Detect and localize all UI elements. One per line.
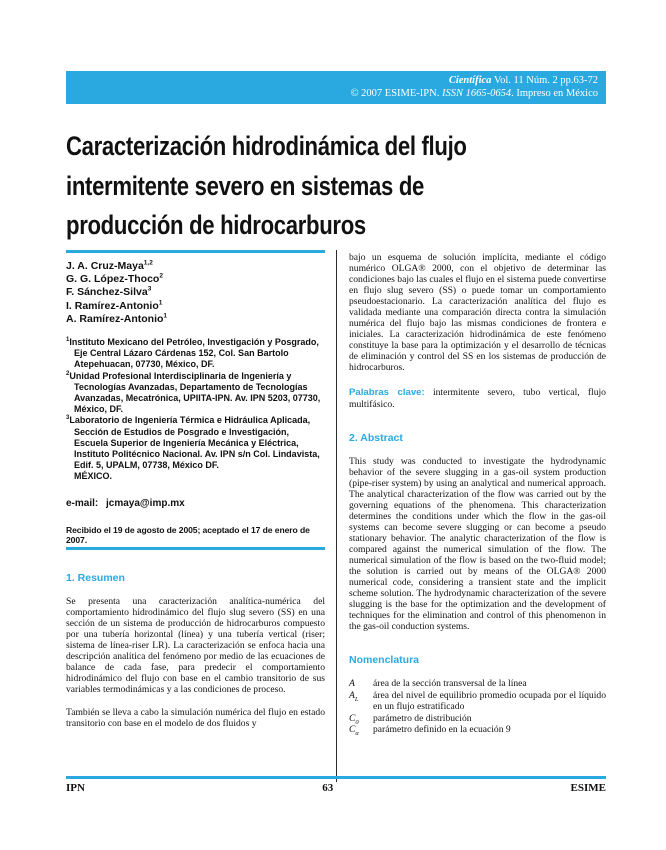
keywords-label: Palabras clave: xyxy=(349,387,425,398)
section-heading-nomenclatura: Nomenclatura xyxy=(349,654,420,666)
email-address: jcmaya@imp.mx xyxy=(106,497,185,509)
email-row xyxy=(66,498,325,509)
author-name: J. A. Cruz-Maya$^{1,2}$ xyxy=(66,259,153,272)
issue-info: Vol. 11 Núm. 2 pp.63-72 xyxy=(491,75,598,86)
page-footer xyxy=(66,776,606,794)
nomenclature-item xyxy=(349,713,606,725)
affiliation-item: $^3$Laboratorio de Ingeniería Térmica e Hidráulica Aplicada, Sección de Estudios de Posgrado e Investigación, Escuela Superior de Ingeniería Mecánica y Eléctrica, Instituto Politécnico Nacional. Av. IPN s/n Col. Lindavista, Edif. 5, UPALM, 07738, México DF. xyxy=(66,415,320,471)
article-title-line-1: Caracterización hidrodinámica del flujo xyxy=(66,131,467,161)
nomenclature-symbol: A xyxy=(349,678,355,689)
received-bottom-rule xyxy=(66,547,325,550)
journal-header-bar xyxy=(66,71,606,104)
article-title-line-3: producción de hidrocarburos xyxy=(66,210,366,240)
nomenclature-symbol: $C_\alpha$ xyxy=(349,724,359,737)
keywords-text: intermitente severo, tubo vertical, flujo multifásico. xyxy=(349,387,606,410)
left-column xyxy=(66,250,336,782)
nomenclature-item xyxy=(349,678,606,690)
resumen-paragraph-2: También se lleva a cabo la simulación numérica del flujo en estado transitorio con base en el modelo de dos fluidos y xyxy=(66,706,325,729)
right-column xyxy=(336,250,606,782)
author-name: I. Ramírez-Antonio$^1$ xyxy=(66,299,163,312)
email-label: e-mail: xyxy=(66,497,99,509)
footer-row xyxy=(66,782,606,794)
article-title xyxy=(66,127,606,246)
journal-copyright-line xyxy=(74,87,598,100)
issn-number: ISSN 1665-0654 xyxy=(441,88,512,99)
imprint-text: . Impreso en México xyxy=(511,88,598,99)
nomenclature-definition: parámetro definido en la ecuación 9 xyxy=(373,724,511,735)
nomenclature-definition: área de la sección transversal de la línea xyxy=(373,678,527,689)
footer-rule xyxy=(66,776,606,779)
authors-top-rule xyxy=(66,250,325,253)
author-name: A. Ramírez-Antonio$^1$ xyxy=(66,312,168,325)
nomenclature-symbol: $C_0$ xyxy=(349,712,359,726)
nomenclature-definition: área del nivel de equilibrio promedio ocupada por el líquido en un flujo estratificado xyxy=(373,689,606,712)
footer-institution-left: IPN xyxy=(66,782,85,794)
journal-name: Científica xyxy=(448,75,492,86)
keywords-line xyxy=(349,387,606,410)
received-accepted-dates: Recibido el 19 de agosto de 2005; aceptado el 17 de enero de 2007. xyxy=(66,524,310,545)
affiliation-item: $^2$Unidad Profesional Interdisciplinaria de Ingeniería y Tecnologías Avanzadas, Departamento de Tecnologías Avanzadas, Mecatrónica, UPIITA-IPN. Av. IPN 5203, 07730, México, DF. xyxy=(66,370,321,415)
page-content xyxy=(66,0,606,782)
affiliation-item: $^1$Instituto Mexicano del Petróleo, Investigación y Posgrado, Eje Central Lázaro Cárdenas 152, Col. San Bartolo Atepehuacan, 07730, México, DF. xyxy=(66,337,319,370)
affiliations-list xyxy=(66,337,325,471)
resumen-continuation-paragraph: bajo un esquema de solución implícita, mediante el código numérico OLGA® 2000, con el objetivo de determinar las condiciones bajo las cuales el flujo en el sistema puede convertirse en flujo slug severo (SS) o puede tomar un comportamiento pseudoestacionario. La caracterización analítica del flujo es validada mediante una comparación directa contra la simulación numérica del flujo bajo las mismas condiciones de frontera e iniciales. La caracterización hidrodinámica de este fenómeno constituye la base para la optimización y el desarrollo de técnicas de eliminación y control del SS en los sistemas de producción de hidrocarburos. xyxy=(349,252,606,373)
nomenclature-definition: parámetro de distribución xyxy=(373,712,472,724)
section-heading-abstract: 2. Abstract xyxy=(349,432,403,444)
authors-list xyxy=(66,260,325,326)
section-heading-resumen: 1. Resumen xyxy=(66,571,125,584)
nomenclature-item xyxy=(349,690,606,713)
article-title-line-2: intermitente severo en sistemas de xyxy=(66,170,425,201)
nomenclature-symbol: $A_L$ xyxy=(349,689,359,703)
journal-issue-line xyxy=(74,74,598,87)
country-label: MÉXICO. xyxy=(74,471,113,482)
footer-institution-right: ESIME xyxy=(570,782,606,794)
footer-page-number: 63 xyxy=(322,782,334,794)
two-column-body xyxy=(66,250,606,782)
author-name: G. G. López-Thoco$^2$ xyxy=(66,272,163,286)
author-name: F. Sánchez-Silva$^3$ xyxy=(66,285,152,299)
resumen-paragraph-1: Se presenta una caracterización analítica-numérica del comportamiento hidrodinámico del flujo slug severo (SS) en una sección de un sistema de producción de hidrocarburos compuesto por una tubería horizontal (línea) y una tubería vertical (riser; sistema de línea-riser LR). La caracterización se enfoca hacia una descripción analítica del fenómeno por medio de las ecuaciones de balance de cada fase, para predecir el comportamiento hidrodinámico del flujo con base en el cambio transitorio de sus variables termodinámicas y a las condiciones de proceso. xyxy=(66,595,325,695)
nomenclature-list xyxy=(349,678,606,736)
nomenclature-item xyxy=(349,724,606,736)
abstract-paragraph: This study was conducted to investigate the hydrodynamic behavior of the severe slugging in a gas-oil system production (pipe-riser system) by using an analytical and numerical approach. The analytical characterization of the flow was carried out by the governing equations of the phenomena. This characterization determines the conditions under which the flow in the gas-oil systems can become severe slugging or can become a pseudo stationary behavior. The analytic characterization of the flow is compared against the numerical simulation of the flow. The numerical simulation of the flow is based on the two-fluid model; the solution is carried out by means of the OLGA® 2000 numerical code, considering a transient state and the implicit scheme solution. The hydrodynamic characterization of the severe slugging is the base for the optimization and the development of techniques for the elimination and control of this phenomenon in the gas-oil conduction systems. xyxy=(349,456,606,632)
copyright-text: © 2007 ESIME-IPN. xyxy=(350,88,442,99)
